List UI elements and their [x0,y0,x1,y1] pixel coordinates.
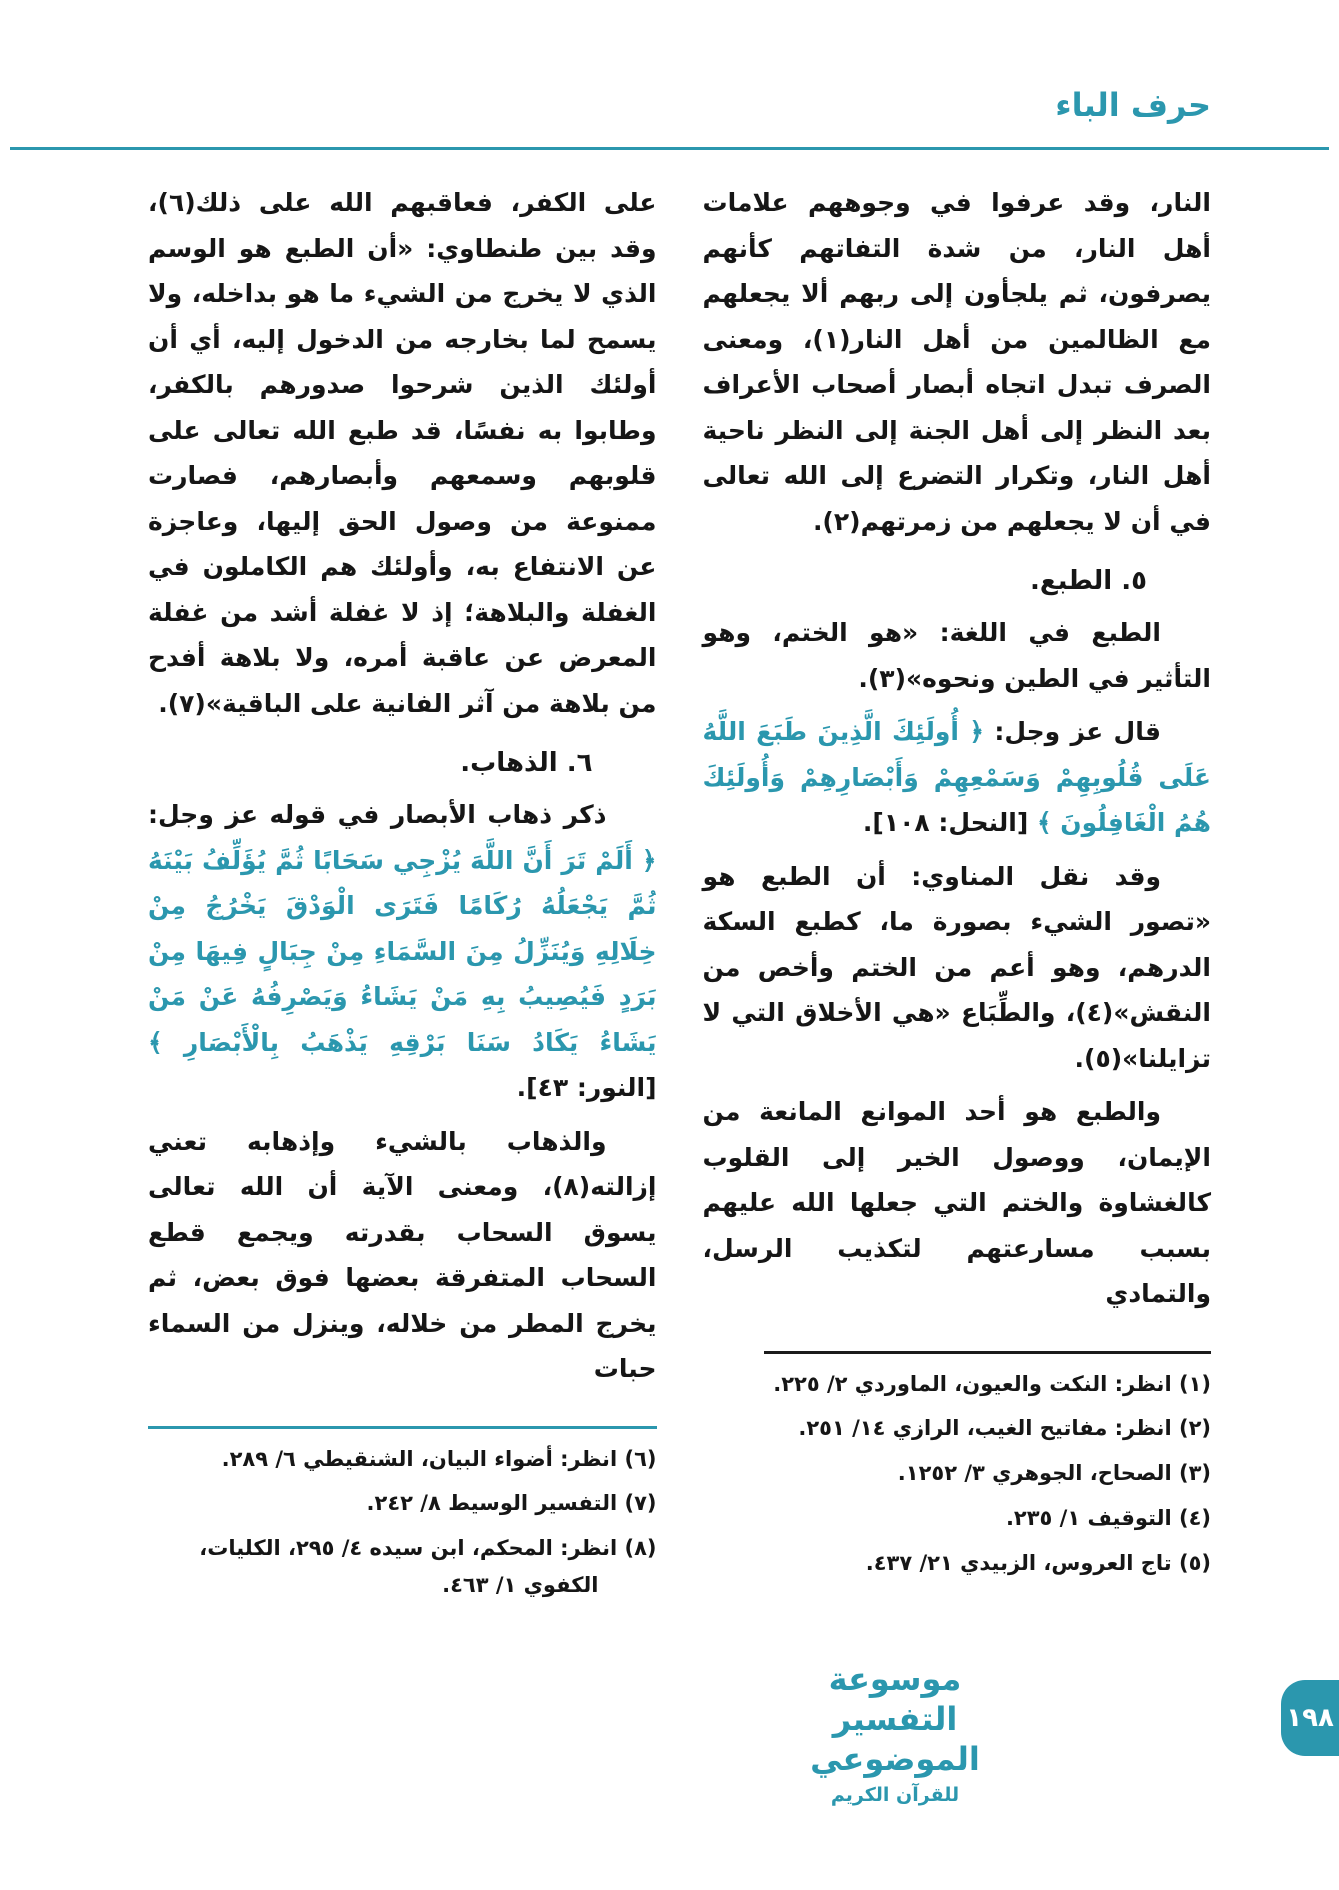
footnote-6: (٦) انظر: أضواء البيان، الشنقيطي ٦/ ٢٨٩. [221,1446,657,1471]
verse-intro-right: قال عز وجل: [983,717,1161,746]
verse-reference-nahl: [النحل: ١٠٨]. [862,808,1029,837]
footnotes-right [703,1351,1212,1590]
footnote-7: (٧) التفسير الوسيط ٨/ ٢٤٢. [366,1491,657,1516]
footnotes-left [148,1426,657,1612]
footnote-4: (٤) التوقيف ١/ ٢٣٥. [1005,1505,1211,1530]
text-columns [148,180,1211,1612]
verse-intro-left: ذكر ذهاب الأبصار في قوله عز وجل: [148,800,607,829]
quran-verse-nahl-108: ﴿ أُولَئِكَ الَّذِينَ طَبَعَ اللَّهُ عَلَى قُلُوبِهِمْ وَسَمْعِهِمْ وَأَبْصَارِهِمْ وَأُولَئِكَ هُمُ الْغَافِلُونَ ﴾ [702,717,1211,837]
publisher-logo [769,1659,1021,1806]
section-heading-taba: ٥. الطبع. [1029,566,1147,596]
verse-paragraph-nahl [703,709,1212,846]
footnote-3: (٣) الصحاح، الجوهري ٣/ ١٢٥٢. [897,1461,1211,1485]
paragraph-manawi: وقد نقل المناوي: أن الطبع هو «تصور الشيء بصورة ما، كطبع السكة الدرهم، وهو أعم من الختم وأخص من النقش»(٤)، والطِّبَاع «هي الأخلاق التي لا تزايلنا»(٥). [702,861,1211,1073]
quran-verse-nur-43: ﴿ أَلَمْ تَرَ أَنَّ اللَّهَ يُزْجِي سَحَابًا ثُمَّ يُؤَلِّفُ بَيْنَهُ ثُمَّ يَجْعَلُهُ رُكَامًا فَتَرَى الْوَدْقَ يَخْرُجُ مِنْ خِلَالِهِ وَيُنَزِّلُ مِنَ السَّمَاءِ مِنْ جِبَالٍ فِيهَا مِنْ بَرَدٍ فَيُصِيبُ بِهِ مَنْ يَشَاءُ وَيَصْرِفُهُ عَنْ مَنْ يَشَاءُ يَكَادُ سَنَا بَرْقِهِ يَذْهَبُ بِالْأَبْصَارِ ﴾ [148,845,657,1057]
page-number-badge [1281,1680,1339,1756]
verse-reference-nur: [النور: ٤٣]. [516,1073,657,1102]
paragraph-fire-continuation: النار، وقد عرفوا في وجوههم علامات أهل النار، من شدة التفاتهم كأنهم يصرفون، ثم يلجأون إلى ربهم ألا يجعلهم مع الظالمين من أهل النار(١)، ومعنى الصرف تبدل اتجاه أبصار أصحاب الأعراف بعد النظر إلى أهل الجنة إلى النظر ناحية أهل النار، وتكرار التضرع إلى الله تعالى في أن لا يجعلهم من زمرتهم(٢). [702,188,1211,536]
page-number: ١٩٨ [1286,1703,1334,1733]
chapter-title: حرف الباء [1055,86,1211,124]
header-divider [10,147,1329,150]
column-left [148,180,657,1612]
paragraph-taba-closing: والطبع هو أحد الموانع المانعة من الإيمان، ووصول الخير إلى القلوب كالغشاوة والختم التي جعلها الله عليهم بسبب مسارعتهم لتكذيب الرسل، والتمادي [702,1097,1211,1308]
logo-title: موسوعة التفسير الموضوعي [810,1660,980,1778]
paragraph-dhahab-meaning: والذهاب بالشيء وإذهابه تعني إزالته(٨)، ومعنى الآية أن الله تعالى يسوق السحاب بقدرته ويجمع قطع السحاب المتفرقة بعضها فوق بعض، ثم يخرج المطر من خلاله، وينزل من السماء حبات [148,1126,657,1383]
footnote-5: (٥) تاج العروس، الزبيدي ٢١/ ٤٣٧. [865,1550,1211,1575]
footnote-8: (٨) انظر: المحكم، ابن سيده ٤/ ٢٩٥، الكليات، الكفوي ١/ ٤٦٣. [199,1536,657,1597]
column-right [703,180,1212,1612]
logo-subtitle: للقرآن الكريم [830,1784,960,1806]
footnote-separator-right [764,1351,1211,1354]
section-heading-dhahab: ٦. الذهاب. [460,748,593,778]
footnote-1: (١) انظر: النكت والعيون، الماوردي ٢/ ٢٢٥. [773,1371,1211,1396]
paragraph-kufr-continuation: على الكفر، فعاقبهم الله على ذلك(٦)، وقد بين طنطاوي: «أن الطبع هو الوسم الذي لا يخرج من الشيء ما هو بداخله، ولا يسمح لما بخارجه من الدخول إليه، أي أن أولئك الذين شرحوا صدورهم بالكفر، وطابوا به نفسًا، قد طبع الله تعالى على قلوبهم وسمعهم وأبصارهم، فصارت ممنوعة من وصول الحق إليها، وعاجزة عن الانتفاع به، وأولئك هم الكاملون في الغفلة والبلاهة؛ إذ لا غفلة أشد من غفلة المعرض عن عاقبة أمره، ولا بلاهة أفدح من بلاهة من آثر الفانية على الباقية»(٧). [148,188,657,718]
paragraph-taba-language: الطبع في اللغة: «هو الختم، وهو التأثير في الطين ونحوه»(٣). [702,618,1211,693]
footnote-separator-left [148,1426,657,1429]
verse-paragraph-nur [148,792,657,1111]
footnote-2: (٢) انظر: مفاتيح الغيب، الرازي ١٤/ ٢٥١. [798,1416,1211,1441]
